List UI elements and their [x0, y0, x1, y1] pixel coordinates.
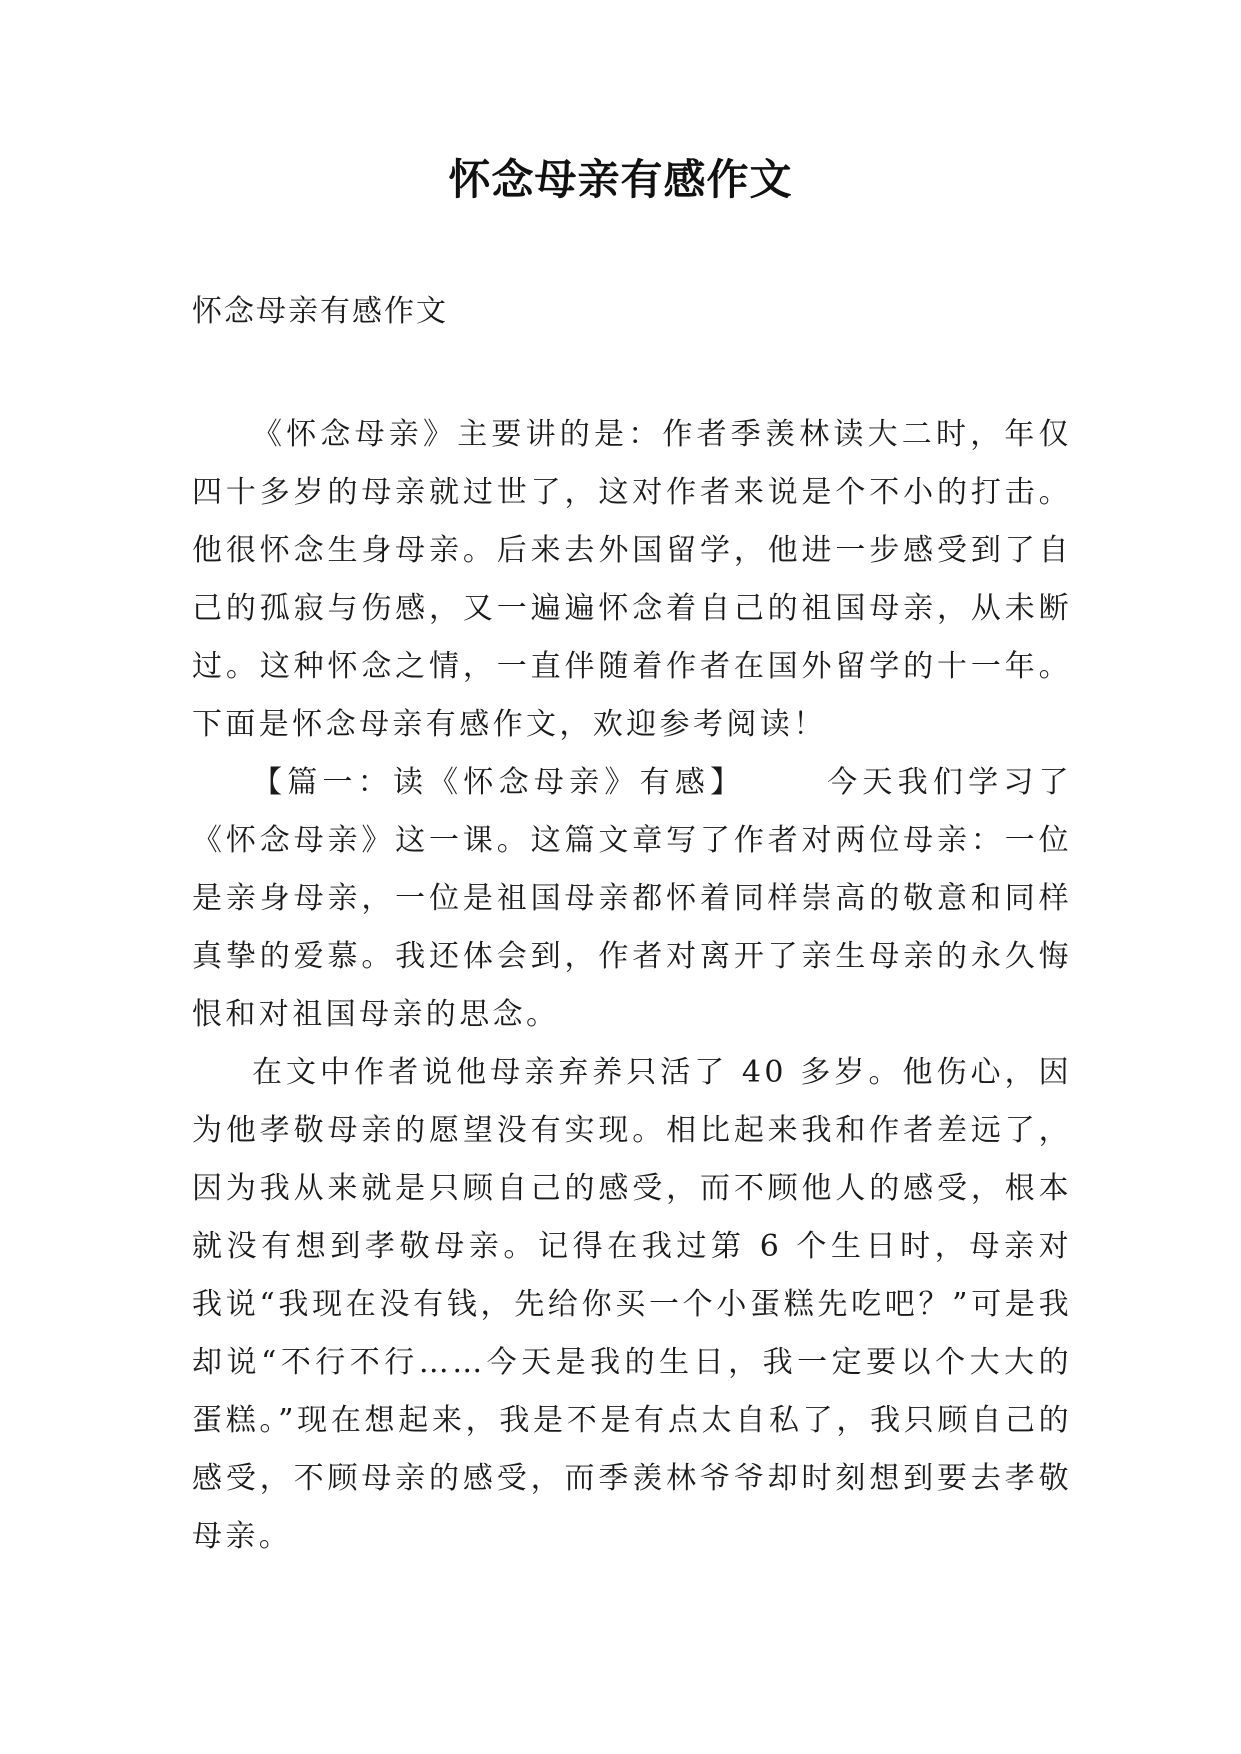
- intro-paragraph: 《怀念母亲》主要讲的是：作者季羡林读大二时，年仅四十多岁的母亲就过世了，这对作者来说是个不小的打击。他很怀念生身母亲。后来去外国留学，他进一步感受到了自己的孤寂与伤感，又一遍遍怀念着自己的祖国母亲，从未断过。这种怀念之情，一直伴随着作者在国外留学的十一年。下面是怀念母亲有感作文，欢迎参考阅读！: [192, 417, 1072, 742]
- body-paragraph: 在文中作者说他母亲弃养只活了 40 多岁。他伤心，因为他孝敬母亲的愿望没有实现。相比起来我和作者差远了，因为我从来就是只顾自己的感受，而不顾他人的感受，根本就没有想到孝敬母亲。记得在我过第 6 个生日时，母亲对我说“我现在没有钱，先给你买一个小蛋糕先吃吧？”可是我却说“不行不行……今天是我的生日，我一定要以个大大的蛋糕。”现在想起来，我是不是有点太自私了，我只顾自己的感受，不顾母亲的感受，而季羡林爷爷却时刻想到要去孝敬母亲。: [192, 1055, 1072, 1554]
- document-subtitle: 怀念母亲有感作文: [192, 294, 448, 329]
- section-one-text: 今天我们学习了《怀念母亲》这一课。这篇文章写了作者对两位母亲：一位是亲身母亲，一位是祖国母亲都怀着同样崇高的敬意和同样真挚的爱慕。我还体会到，作者对离开了亲生母亲的永久悔恨和对祖国母亲的思念。: [192, 765, 1072, 1032]
- section-one-heading: 【篇一：读《怀念母亲》有感】: [252, 765, 746, 800]
- document-title: 怀念母亲有感作文: [448, 155, 793, 204]
- section-one-paragraph: [192, 754, 1072, 1044]
- document-body: [192, 406, 1072, 1566]
